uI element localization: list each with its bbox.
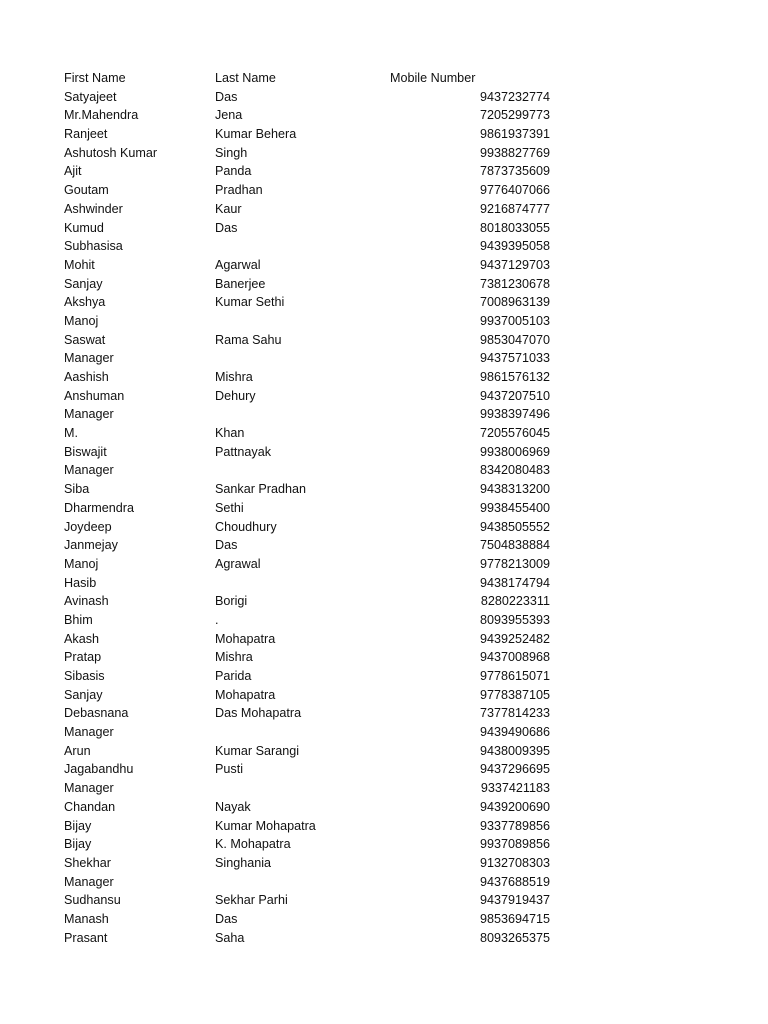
table-row (64, 461, 554, 480)
last-name-cell: Agarwal (215, 257, 261, 272)
table-row (64, 760, 554, 779)
header-mobile-number: Mobile Number (390, 71, 476, 85)
last-name-cell: Das (215, 89, 238, 104)
first-name-cell: Satyajeet (64, 89, 117, 104)
table-row (64, 312, 554, 331)
first-name-cell: Mohit (64, 257, 95, 272)
mobile-number-cell: 9938827769 (479, 145, 550, 160)
contact-table (64, 69, 554, 947)
table-row (64, 929, 554, 948)
last-name-cell: Singhania (215, 855, 272, 870)
last-name-cell: Mohapatra (215, 631, 276, 646)
mobile-number-cell: 7205576045 (479, 426, 550, 441)
last-name-cell: Nayak (215, 799, 251, 814)
table-row (64, 779, 554, 798)
last-name-cell: Sethi (215, 500, 244, 515)
mobile-number-cell: 8342080483 (479, 463, 550, 478)
last-name-cell: Jena (215, 108, 243, 123)
first-name-cell: Sanjay (64, 687, 103, 702)
last-name-cell: Das (215, 220, 238, 235)
mobile-number-cell: 9439200690 (479, 799, 550, 814)
first-name-cell: Subhasisa (64, 239, 123, 254)
table-row (64, 499, 554, 518)
first-name-cell: Manager (64, 407, 114, 422)
last-name-cell: K. Mohapatra (215, 837, 291, 852)
last-name-cell: Pusti (215, 762, 243, 777)
mobile-number-cell: 9437232774 (479, 89, 550, 104)
mobile-number-cell: 9437129703 (479, 257, 550, 272)
last-name-cell: Pradhan (215, 183, 263, 198)
mobile-number-cell: 7377814233 (479, 706, 550, 721)
table-row (64, 405, 554, 424)
table-row (64, 592, 554, 611)
table-row (64, 275, 554, 294)
first-name-cell: Siba (64, 482, 90, 497)
mobile-number-cell: 8018033055 (479, 220, 550, 235)
last-name-cell: Panda (215, 164, 252, 179)
last-name-cell: Das (215, 911, 238, 926)
mobile-number-cell: 9861937391 (479, 127, 550, 142)
mobile-number-cell: 9337421183 (480, 781, 550, 796)
first-name-cell: Janmejay (64, 538, 118, 553)
mobile-number-cell: 9853047070 (479, 332, 550, 347)
mobile-number-cell: 9778615071 (479, 669, 550, 683)
first-name-cell: Manager (64, 874, 114, 889)
mobile-number-cell: 9437008968 (479, 650, 550, 665)
mobile-number-cell: 8280223311 (480, 594, 550, 609)
table-row (64, 555, 554, 574)
first-name-cell: Akash (64, 631, 100, 646)
mobile-number-cell: 9938455400 (479, 500, 550, 515)
last-name-cell: Sankar Pradhan (215, 482, 307, 497)
table-row (64, 667, 554, 686)
table-row (64, 106, 554, 125)
first-name-cell: M. (64, 426, 78, 441)
table-row (64, 518, 554, 537)
last-name-cell: Agrawal (215, 556, 261, 571)
first-name-cell: Biswajit (64, 444, 107, 459)
table-row (64, 181, 554, 200)
mobile-number-cell: 9438313200 (479, 482, 550, 497)
last-name-cell: Dehury (215, 388, 256, 403)
first-name-cell: Prasant (64, 930, 108, 945)
table-row (64, 611, 554, 630)
last-name-cell: Das Mohapatra (215, 706, 302, 721)
last-name-cell: Khan (215, 426, 245, 441)
last-name-cell: Banerjee (215, 276, 266, 291)
mobile-number-cell: 9937089856 (479, 837, 550, 852)
mobile-number-cell: 9861576132 (479, 370, 550, 384)
mobile-number-cell: 9437919437 (479, 893, 550, 908)
table-row (64, 835, 554, 854)
mobile-number-cell: 9437688519 (479, 874, 550, 889)
last-name-cell: Sekhar Parhi (215, 893, 288, 908)
mobile-number-cell: 7504838884 (479, 538, 550, 553)
first-name-cell: Ashutosh Kumar (64, 145, 158, 160)
first-name-cell: Goutam (64, 183, 109, 198)
mobile-number-cell: 9437571033 (479, 351, 550, 366)
mobile-number-cell: 9437207510 (479, 388, 550, 403)
table-row (64, 891, 554, 910)
first-name-cell: Mr.Mahendra (64, 108, 139, 123)
last-name-cell: Rama Sahu (215, 332, 282, 347)
last-name-cell: Mishra (215, 370, 253, 384)
first-name-cell: Manager (64, 351, 114, 366)
first-name-cell: Aashish (64, 370, 109, 384)
last-name-cell: . (215, 612, 219, 627)
first-name-cell: Akshya (64, 295, 106, 310)
first-name-cell: Debasnana (64, 706, 129, 721)
first-name-cell: Sibasis (64, 669, 105, 683)
table-row (64, 630, 554, 649)
table-row (64, 854, 554, 873)
table-row (64, 704, 554, 723)
first-name-cell: Saswat (64, 332, 106, 347)
mobile-number-cell: 8093265375 (479, 930, 550, 945)
first-name-cell: Manager (64, 725, 114, 740)
last-name-cell: Kumar Sethi (215, 295, 285, 310)
last-name-cell: Parida (215, 669, 252, 683)
table-row (64, 293, 554, 312)
mobile-number-cell: 9439395058 (479, 239, 550, 254)
table-row (64, 873, 554, 892)
last-name-cell: Choudhury (215, 519, 277, 534)
first-name-cell: Anshuman (64, 388, 125, 403)
first-name-cell: Dharmendra (64, 500, 134, 515)
last-name-cell: Kumar Behera (215, 127, 297, 142)
table-row (64, 144, 554, 163)
mobile-number-cell: 9439252482 (479, 631, 550, 646)
last-name-cell: Kumar Mohapatra (215, 818, 316, 833)
header-first-name: First Name (64, 71, 126, 85)
table-row (64, 88, 554, 107)
first-name-cell: Kumud (64, 220, 104, 235)
table-row (64, 219, 554, 238)
mobile-number-cell: 9778213009 (479, 556, 550, 571)
mobile-number-cell: 9438505552 (479, 519, 550, 534)
mobile-number-cell: 9132708303 (479, 855, 550, 870)
last-name-cell: Mishra (215, 650, 253, 665)
first-name-cell: Shekhar (64, 855, 111, 870)
first-name-cell: Hasib (64, 575, 97, 590)
mobile-number-cell: 7381230678 (479, 276, 550, 291)
table-row (64, 443, 554, 462)
last-name-cell: Pattnayak (215, 444, 272, 459)
table-row (64, 349, 554, 368)
mobile-number-cell: 9216874777 (479, 201, 550, 216)
table-row (64, 480, 554, 499)
first-name-cell: Ajit (64, 164, 82, 179)
mobile-number-cell: 9438174794 (479, 575, 550, 590)
mobile-number-cell: 7205299773 (479, 108, 550, 123)
table-row (64, 536, 554, 555)
first-name-cell: Chandan (64, 799, 116, 814)
table-row (64, 256, 554, 275)
last-name-cell: Kumar Sarangi (215, 743, 299, 758)
last-name-cell: Borigi (215, 594, 248, 609)
last-name-cell: Saha (215, 930, 245, 945)
first-name-cell: Bijay (64, 818, 92, 833)
mobile-number-cell: 9337789856 (479, 818, 550, 833)
table-row (64, 910, 554, 929)
table-row (64, 387, 554, 406)
first-name-cell: Manash (64, 911, 109, 926)
mobile-number-cell: 8093955393 (479, 612, 550, 627)
mobile-number-cell: 9937005103 (479, 313, 550, 328)
first-name-cell: Manoj (64, 313, 99, 328)
first-name-cell: Avinash (64, 594, 109, 609)
first-name-cell: Arun (64, 743, 91, 758)
first-name-cell: Pratap (64, 650, 102, 665)
table-row (64, 742, 554, 761)
mobile-number-cell: 7873735609 (479, 164, 550, 179)
mobile-number-cell: 9437296695 (479, 762, 550, 777)
table-row (64, 331, 554, 350)
first-name-cell: Sanjay (64, 276, 103, 291)
mobile-number-cell: 9438009395 (479, 743, 550, 758)
mobile-number-cell: 9439490686 (479, 725, 550, 740)
last-name-cell: Mohapatra (215, 687, 276, 702)
table-row (64, 200, 554, 219)
first-name-cell: Ranjeet (64, 127, 108, 142)
table-row (64, 237, 554, 256)
table-row (64, 798, 554, 817)
table-row (64, 424, 554, 443)
mobile-number-cell: 9853694715 (479, 911, 550, 926)
table-header-row (64, 69, 554, 88)
first-name-cell: Joydeep (64, 519, 112, 534)
last-name-cell: Das (215, 538, 238, 553)
table-row (64, 162, 554, 181)
mobile-number-cell: 9938397496 (479, 407, 550, 422)
table-row (64, 723, 554, 742)
table-body (64, 88, 554, 948)
first-name-cell: Sudhansu (64, 893, 121, 908)
first-name-cell: Manager (64, 463, 114, 478)
last-name-cell: Singh (215, 145, 248, 160)
table-row (64, 686, 554, 705)
first-name-cell: Jagabandhu (64, 762, 134, 777)
first-name-cell: Ashwinder (64, 201, 123, 216)
mobile-number-cell: 7008963139 (479, 295, 550, 310)
mobile-number-cell: 9778387105 (479, 687, 550, 702)
header-last-name: Last Name (215, 71, 276, 85)
first-name-cell: Bijay (64, 837, 92, 852)
mobile-number-cell: 9938006969 (479, 444, 550, 459)
mobile-number-cell: 9776407066 (479, 183, 550, 198)
last-name-cell: Kaur (215, 201, 242, 216)
table-row (64, 817, 554, 836)
table-row (64, 574, 554, 593)
first-name-cell: Manoj (64, 556, 99, 571)
first-name-cell: Bhim (64, 612, 93, 627)
table-row (64, 125, 554, 144)
table-row (64, 368, 554, 387)
first-name-cell: Manager (64, 781, 114, 796)
table-row (64, 648, 554, 667)
